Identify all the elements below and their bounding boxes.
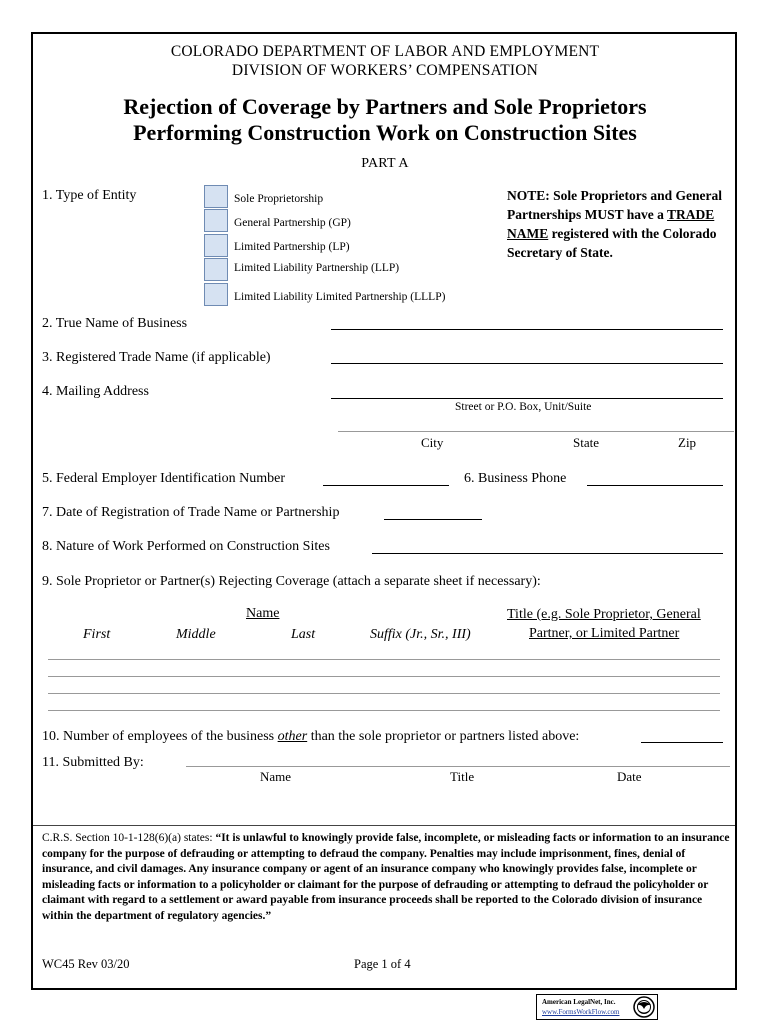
rejecting-coverage-label: 9. Sole Proprietor or Partner(s) Rejecting Coverage (attach a separate sheet if necessary):	[42, 574, 541, 589]
title-header-line1: Title (e.g. Sole Proprietor, General	[507, 607, 701, 622]
partner-row-3[interactable]	[48, 693, 720, 694]
form-id: WC45 Rev 03/20	[42, 957, 130, 971]
publisher-name: American LegalNet, Inc.	[542, 998, 616, 1006]
option-sole-proprietorship: Sole Proprietorship	[234, 193, 324, 205]
zip-caption: Zip	[678, 435, 697, 450]
fein-field[interactable]	[323, 485, 449, 486]
part-label: PART A	[361, 156, 409, 171]
state-caption: State	[573, 435, 599, 450]
partner-row-2[interactable]	[48, 676, 720, 677]
partner-row-1[interactable]	[48, 659, 720, 660]
form-title-line1: Rejection of Coverage by Partners and Sole Proprietors	[123, 94, 647, 119]
trade-name-note: NOTE: Sole Proprietors and General Partnerships MUST have a TRADE NAME registered with the Colorado Secretary of State.	[507, 188, 722, 260]
true-name-label: 2. True Name of Business	[42, 316, 188, 331]
submitted-title-caption: Title	[450, 769, 475, 784]
city-caption: City	[421, 435, 444, 450]
division-name: DIVISION OF WORKERS’ COMPENSATION	[231, 62, 539, 79]
submitted-by-label: 11. Submitted By:	[42, 755, 144, 770]
suffix-header: Suffix (Jr., Sr., III)	[370, 627, 471, 642]
employee-count-label: 10. Number of employees of the business other than the sole proprietor or partners listed above:	[42, 729, 580, 744]
form-title-line2: Performing Construction Work on Construction Sites	[133, 120, 637, 145]
business-phone-label: 6. Business Phone	[464, 471, 567, 486]
street-field[interactable]	[331, 398, 723, 399]
submitted-name-caption: Name	[260, 769, 292, 784]
checkbox-lllp[interactable]	[204, 283, 228, 306]
trade-name-label: 3. Registered Trade Name (if applicable)	[42, 350, 271, 365]
name-header: Name	[246, 606, 280, 621]
checkbox-limited-partnership[interactable]	[204, 234, 228, 257]
checkbox-sole-proprietorship[interactable]	[204, 185, 228, 208]
street-caption: Street or P.O. Box, Unit/Suite	[455, 401, 592, 413]
option-general-partnership: General Partnership (GP)	[234, 217, 351, 229]
checkbox-llp[interactable]	[204, 258, 228, 281]
trade-name-field[interactable]	[331, 363, 723, 364]
title-header-line2: Partner, or Limited Partner	[529, 626, 680, 641]
statute-divider	[33, 825, 735, 826]
nature-of-work-label: 8. Nature of Work Performed on Construction Sites	[42, 539, 330, 554]
option-lllp: Limited Liability Limited Partnership (LLLP)	[234, 291, 446, 303]
business-phone-field[interactable]	[587, 485, 723, 486]
registration-date-label: 7. Date of Registration of Trade Name or Partnership	[42, 505, 340, 520]
agency-name: COLORADO DEPARTMENT OF LABOR AND EMPLOYMENT	[170, 43, 600, 60]
submitted-by-field[interactable]	[186, 766, 730, 767]
partner-row-4[interactable]	[48, 710, 720, 711]
submitted-date-caption: Date	[617, 769, 642, 784]
checkbox-general-partnership[interactable]	[204, 209, 228, 232]
globe-icon	[633, 996, 655, 1018]
option-limited-partnership: Limited Partnership (LP)	[234, 241, 350, 253]
true-name-field[interactable]	[331, 329, 723, 330]
page-number: Page 1 of 4	[354, 957, 411, 971]
employee-count-field[interactable]	[641, 742, 723, 743]
fein-label: 5. Federal Employer Identification Number	[42, 471, 285, 486]
entity-type-label: 1. Type of Entity	[42, 188, 137, 203]
fraud-statute-text: C.R.S. Section 10-1-128(6)(a) states: “It is unlawful to knowingly provide false, incomplete, or misleading facts or information to an insurance company for the purpose of defrauding or attempting to defraud the company. Penalties may include imprisonment, fines, denial of insurance, and civil damages. Any insurance company or agent of an insurance company who knowingly provides false, incomplete or misleading facts or information to a policyholder or claimant for the purpose of defrauding or attempting to defraud the policyholder or claimant with regard to a settlement or award payable from insurance proceeds shall be reported to the Colorado division of insurance within the department of regulatory agencies.”	[42, 832, 730, 922]
registration-date-field[interactable]	[384, 519, 482, 520]
nature-of-work-field[interactable]	[372, 553, 723, 554]
publisher-url[interactable]: www.FormsWorkFlow.com	[542, 1008, 620, 1016]
city-state-zip-field[interactable]	[338, 431, 734, 432]
mailing-address-label: 4. Mailing Address	[42, 384, 149, 399]
last-header: Last	[291, 627, 316, 642]
middle-header: Middle	[176, 627, 216, 642]
first-header: First	[83, 627, 111, 642]
option-llp: Limited Liability Partnership (LLP)	[234, 262, 400, 274]
publisher-logo	[536, 994, 658, 1020]
